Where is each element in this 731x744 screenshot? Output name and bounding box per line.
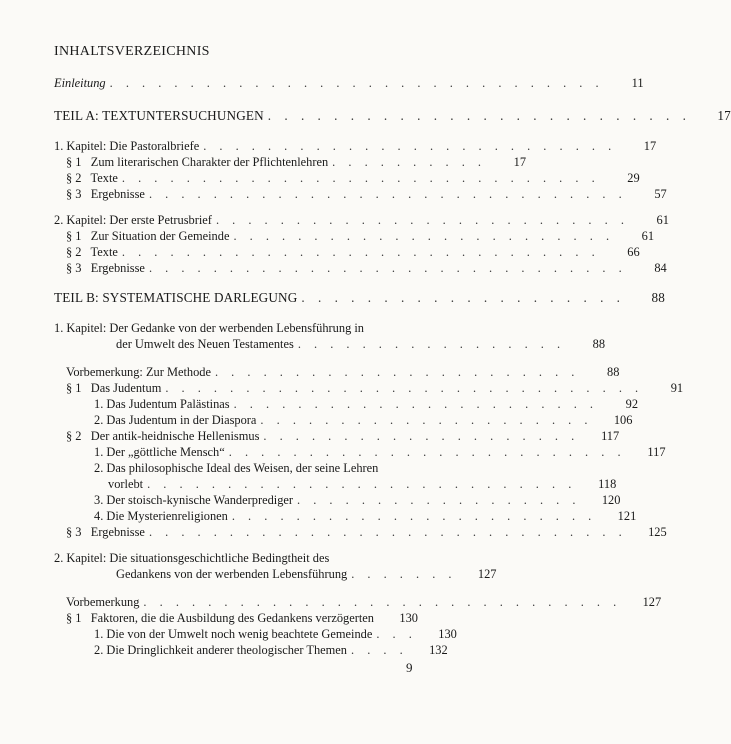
toc-entry (116, 337, 606, 355)
entry-page: 130 (399, 611, 418, 625)
entry-title: 1. Das Judentum Palästinas (94, 397, 230, 411)
dot-leader: . . . . . . . (351, 567, 457, 581)
dot-leader: . . . . . . . . . . . . . . . . . . . . . . . . . . . . . . (148, 525, 627, 539)
dot-leader: . . . . . . . . . . . . . . . . . . . . . . . . . . . (147, 477, 577, 491)
dot-leader: . . . . . . . . . . . . . . . . . . . . . . . . . . . . . . (148, 261, 627, 275)
entry-title: 2. Kapitel: Die situationsgeschichtliche Bedingtheit des (54, 551, 330, 565)
entry-page: 117 (647, 445, 666, 459)
entry-page: 61 (656, 213, 669, 227)
entry-title: § 3 Ergebnisse (66, 525, 145, 539)
dot-leader: . . . . . . . . . . . . . . . . . . . . . . . (233, 397, 599, 411)
entry-page: 17 (717, 108, 731, 123)
entry-page: 127 (477, 567, 497, 581)
dot-leader: . . . (376, 627, 417, 641)
entry-title: der Umwelt des Neuen Testamentes (116, 337, 294, 351)
entry-title: 1. Der „göttliche Mensch“ (94, 445, 225, 459)
dot-leader: . . . . . . . . . . . . . . . . . . . . . . . . . . . . . . (143, 595, 622, 609)
dot-leader: . . . . . . . . . . . . . . . . . . . . . . . . . . (215, 213, 629, 227)
entry-title: § 2 Der antik-heidnische Hellenismus (66, 429, 260, 443)
entry-page: 17 (643, 139, 657, 153)
entry-page: 132 (429, 643, 448, 657)
entry-title: 1. Die von der Umwelt noch wenig beachtete Gemeinde (94, 627, 373, 641)
entry-title: 3. Der stoisch-kynische Wanderprediger (94, 493, 294, 507)
entry-title: § 3 Ergebnisse (66, 261, 145, 275)
entry-title: § 1 Zur Situation der Gemeinde (66, 229, 230, 243)
dot-leader: . . . . . . . . . . . . . . . . . . . . . . . . . . . . . . (121, 245, 600, 259)
dot-leader: . . . . . . . . . . . . . . . . . . . . (301, 290, 625, 305)
entry-title: 2. Die Dringlichkeit anderer theologischer Themen (94, 643, 348, 657)
entry-page: 92 (625, 397, 639, 411)
toc-entry (66, 187, 667, 205)
entry-page: 17 (513, 155, 527, 169)
entry-page: 88 (651, 290, 665, 305)
toc-entry (54, 290, 665, 308)
entry-page: 84 (654, 261, 667, 275)
entry-title: TEIL B: SYSTEMATISCHE DARLEGUNG (54, 290, 298, 305)
entry-page: 66 (627, 245, 640, 259)
entry-page: 118 (598, 477, 617, 491)
entry-page: 11 (631, 76, 644, 90)
entry-title: § 2 Texte (66, 245, 118, 259)
entry-page: 61 (641, 229, 655, 243)
dot-leader: . . . . . . . . . . . . . . . . . . . . . . . . (233, 229, 615, 243)
entry-title: 2. Das philosophische Ideal des Weisen, der seine Lehren (94, 461, 379, 475)
dot-leader: . . . . . . . . . . . . . . . . . (297, 337, 566, 351)
dot-leader: . . . . . . . . . . (332, 155, 487, 169)
toc-entry (116, 567, 497, 585)
entry-page: 120 (601, 493, 621, 507)
entry-page: 88 (592, 337, 606, 351)
entry-title: 1. Kapitel: Die Pastoralbriefe (54, 139, 200, 153)
dot-leader: . . . . . . . . . . . . . . . . . . . . . (260, 413, 593, 427)
entry-title: TEIL A: TEXTUNTERSUCHUNGEN (54, 108, 264, 123)
dot-leader: . . . . . . . . . . . . . . . . . . (297, 493, 581, 507)
dot-leader: . . . . . . . . . . . . . . . . . . . . . . . . . . (267, 108, 691, 123)
entry-page: 117 (601, 429, 620, 443)
entry-title: Vorbemerkung (66, 595, 140, 609)
entry-title: § 1 Zum literarischen Charakter der Pflichtenlehren (66, 155, 329, 169)
entry-title: 2. Kapitel: Der erste Petrusbrief (54, 213, 212, 227)
entry-page: 125 (648, 525, 667, 539)
page-number: 9 (406, 660, 413, 675)
entry-page: 106 (613, 413, 633, 427)
entry-title: § 1 Faktoren, die die Ausbildung des Gedankens verzögerten (66, 611, 374, 625)
entry-title: § 1 Das Judentum (66, 381, 162, 395)
entry-title: § 3 Ergebnisse (66, 187, 145, 201)
entry-title: vorlebt (108, 477, 144, 491)
toc-heading: INHALTSVERZEICHNIS (54, 44, 210, 59)
entry-title: Vorbemerkung: Zur Methode (66, 365, 211, 379)
dot-leader: . . . . . . . . . . . . . . . . . . . . . . . . . . . . . . (121, 171, 600, 185)
entry-title: Einleitung (54, 76, 106, 90)
entry-title: 1. Kapitel: Der Gedanke von der werbenden Lebensführung in (54, 321, 365, 335)
toc-entry (66, 261, 667, 279)
entry-title: § 2 Texte (66, 171, 118, 185)
dot-leader: . . . . (351, 643, 408, 657)
toc-entry (94, 643, 448, 661)
dot-leader: . . . . . . . . . . . . . . . . . . . . . . . . . . . . . . (148, 187, 627, 201)
dot-leader: . . . . . . . . . . . . . . . . . . . . . . . . . . . . . . (165, 381, 644, 395)
entry-title: 4. Die Mysterienreligionen (94, 509, 228, 523)
entry-page: 88 (607, 365, 620, 379)
entry-page: 130 (438, 627, 457, 641)
entry-page: 121 (617, 509, 637, 523)
entry-page: 127 (642, 595, 662, 609)
dot-leader: . . . . . . . . . . . . . . . . . . . . . . . (231, 509, 597, 523)
entry-page: 57 (654, 187, 667, 201)
toc-entry (54, 108, 731, 126)
toc-entry (66, 525, 667, 543)
dot-leader: . . . . . . . . . . . . . . . . . . . . . . . . . . (203, 139, 617, 153)
entry-title: 2. Das Judentum in der Diaspora (94, 413, 257, 427)
dot-leader: . . . . . . . . . . . . . . . . . . . . . . . (214, 365, 580, 379)
entry-page: 29 (627, 171, 640, 185)
dot-leader: . . . . . . . . . . . . . . . . . . . . . . . . . (228, 445, 626, 459)
entry-title: Gedankens von der werbenden Lebensführung (116, 567, 348, 581)
dot-leader: . . . . . . . . . . . . . . . . . . . . . . . . . . . . . . . (109, 76, 604, 90)
toc-entry (54, 76, 644, 94)
dot-leader: . . . . . . . . . . . . . . . . . . . . (263, 429, 580, 443)
entry-page: 91 (670, 381, 684, 395)
